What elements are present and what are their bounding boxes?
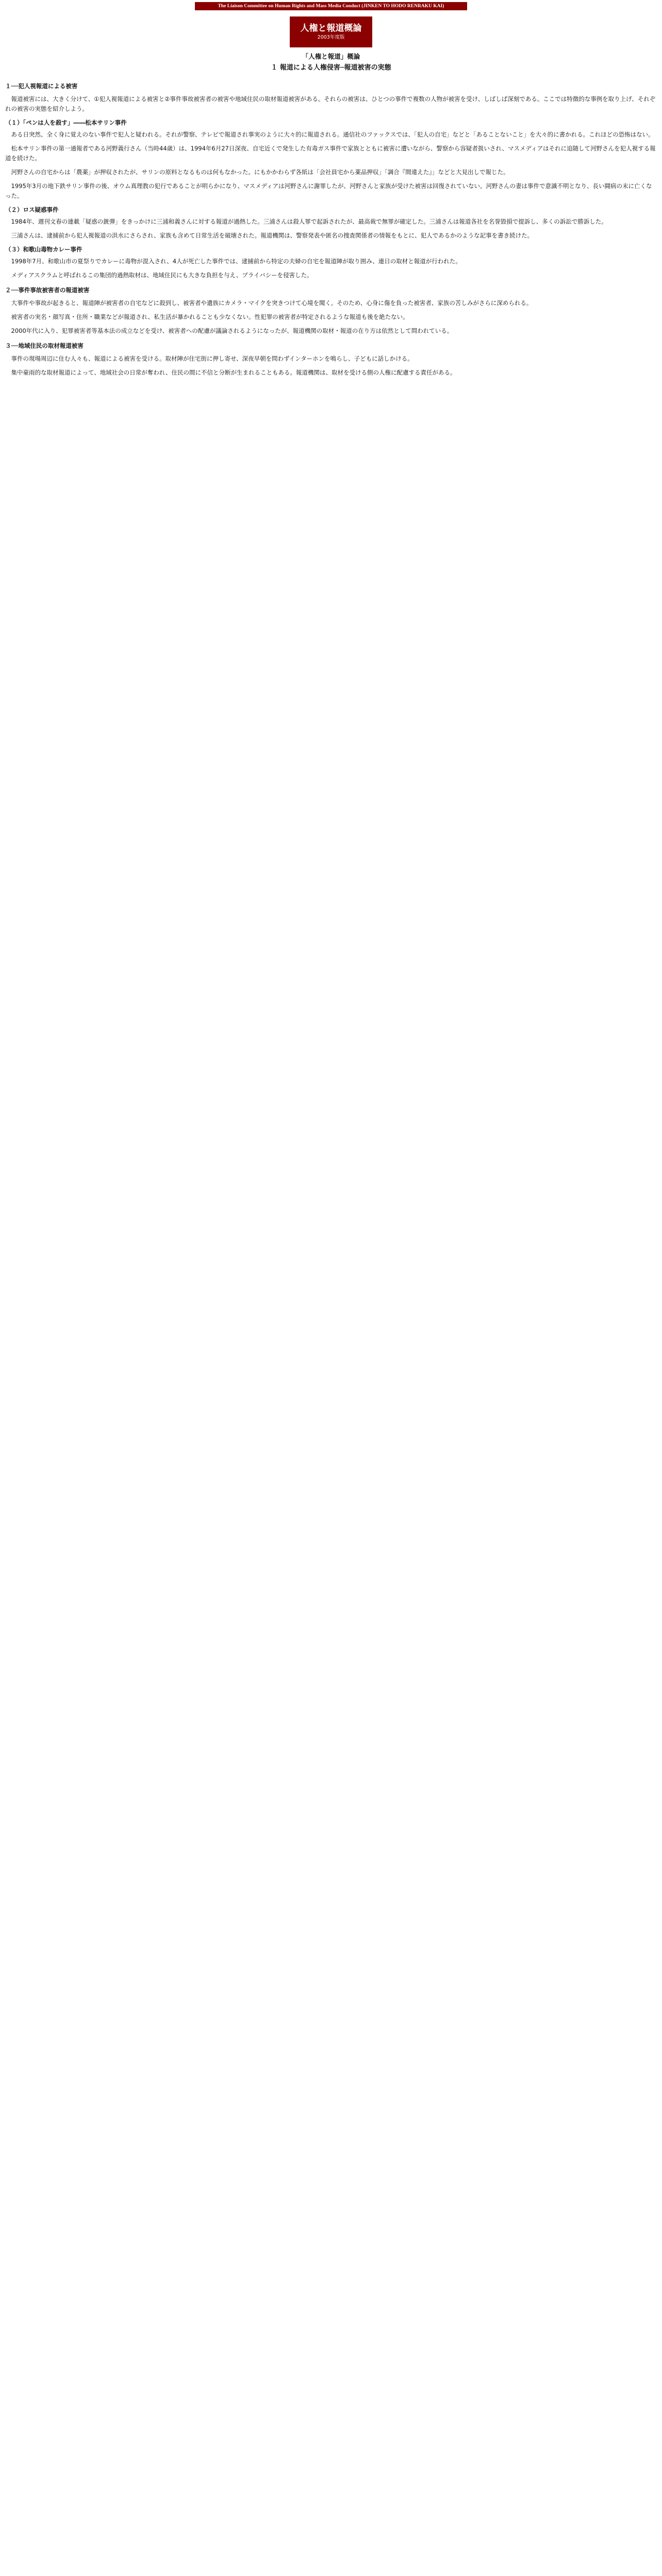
paragraph: ある日突然、全く身に覚えのない事件で犯人と疑われる。それが警察、テレビで報道され事実のように大々的に報道される。通信社のファックスでは、「犯人の自宅」などと「あることないこと」を大々的に書かれる。これほどの恐怖はない。 xyxy=(11,131,654,138)
paragraph: 1995年3月の地下鉄サリン事件の後、オウム真理教の犯行であることが明らかになり、マスメディアは河野さんに謝罪したが、河野さんと家族が受けた被害は回復されていない。河野さんの妻は事件で意識不明となり、長い闘病の末に亡くなった。 xyxy=(5,182,652,199)
section-heading: （１）「ペンは人を殺す」――松本サリン事件 xyxy=(5,119,127,126)
document-title: 「人権と報道」概論 xyxy=(302,53,360,60)
paragraph: 1984年、週刊文春の連載「疑惑の銃弾」をきっかけに三浦和義さんに対する報道が過熱した。三浦さんは殺人罪で起訴されたが、最高裁で無罪が確定した。三浦さんは報道各社を名誉毀損で提訴し、多くの訴訟で勝訴した。 xyxy=(11,218,607,225)
paragraph: 河野さんの自宅からは「農薬」が押収されたが、サリンの原料となるものは何もなかった。にもかかわらず各紙は「会社員宅から薬品押収」「調合『間違えた』」などと大見出しで報じた。 xyxy=(11,168,509,176)
paragraph: 松本サリン事件の第一通報者である河野義行さん（当時44歳）は、1994年6月27日深夜、自宅近くで発生した有毒ガス事件で家族とともに被害に遭いながら、警察から容疑者扱いされ、マスメディアはそれに追随して河野さんを犯人視する報道を続けた。 xyxy=(5,145,656,162)
page-subtitle: 2003年度版 xyxy=(317,35,345,40)
site-header-banner: The Liaison Committee on Human Rights and Mass Media Conduct (JINKEN TO HODO RENRAKU KAI) xyxy=(195,2,467,10)
paragraph: 集中豪雨的な取材報道によって、地域社会の日常が奪われ、住民の間に不信と分断が生まれることもある。報道機関は、取材を受ける側の人権に配慮する責任がある。 xyxy=(11,369,456,376)
paragraph: 事件の現場周辺に住む人々も、報道による被害を受ける。取材陣が住宅街に押し寄せ、深夜早朝を問わずインターホンを鳴らし、子どもに話しかける。 xyxy=(11,355,413,362)
paragraph: 1998年7月、和歌山市の夏祭りでカレーに毒物が混入され、4人が死亡した事件では、逮捕前から特定の夫婦の自宅を報道陣が取り囲み、連日の取材と報道が行われた。 xyxy=(11,258,461,265)
page-title-box xyxy=(290,16,372,47)
section-heading: （３）和歌山毒物カレー事件 xyxy=(5,246,82,253)
chapter-title: １ 報道による人権侵害─報道被害の実態 xyxy=(271,64,391,72)
section-heading: ２──事件事故被害者の報道被害 xyxy=(5,286,90,294)
section-heading: ３──地域住民の取材報道被害 xyxy=(5,342,84,349)
paragraph: 被害者の実名・顔写真・住所・職業などが報道され、私生活が暴かれることも少なくない。性犯罪の被害者が特定されるような報道も後を絶たない。 xyxy=(11,313,409,320)
paragraph: 2000年代に入り、犯罪被害者等基本法の成立などを受け、被害者への配慮が議論されるようになったが、報道機関の取材・報道の在り方は依然として問われている。 xyxy=(11,327,453,334)
paragraph: 大事件や事故が起きると、報道陣が被害者の自宅などに殺到し、被害者や遺族にカメラ・マイクを突きつけて心境を聞く。そのため、心身に傷を負った被害者、家族の苦しみがさらに深められる。 xyxy=(11,299,533,307)
paragraph: 三浦さんは、逮捕前から犯人視報道の洪水にさらされ、家族も含めて日常生活を破壊された。報道機関は、警察発表や匿名の捜査関係者の情報をもとに、犯人であるかのような記事を書き続けた。 xyxy=(11,232,534,239)
paragraph: メディアスクラムと呼ばれるこの集団的過熱取材は、地域住民にも大きな負担を与え、プライバシーを侵害した。 xyxy=(11,272,313,279)
section-heading: １──犯人視報道による被害 xyxy=(5,82,78,90)
paragraph: 報道被害には、大きく分けて、①犯人視報道による被害と②事件事故被害者の被害や地域住民の取材報道被害がある。それらの被害は、ひとつの事件で複数の人物が被害を受け、しばしば深刻である。ここでは特徴的な事例を取り上げ、それぞれの被害の実態を紹介しよう。 xyxy=(5,95,656,112)
article-body xyxy=(5,76,657,2576)
section-heading: （２）ロス疑惑事件 xyxy=(5,206,59,213)
page-title: 人権と報道概論 xyxy=(300,23,362,33)
